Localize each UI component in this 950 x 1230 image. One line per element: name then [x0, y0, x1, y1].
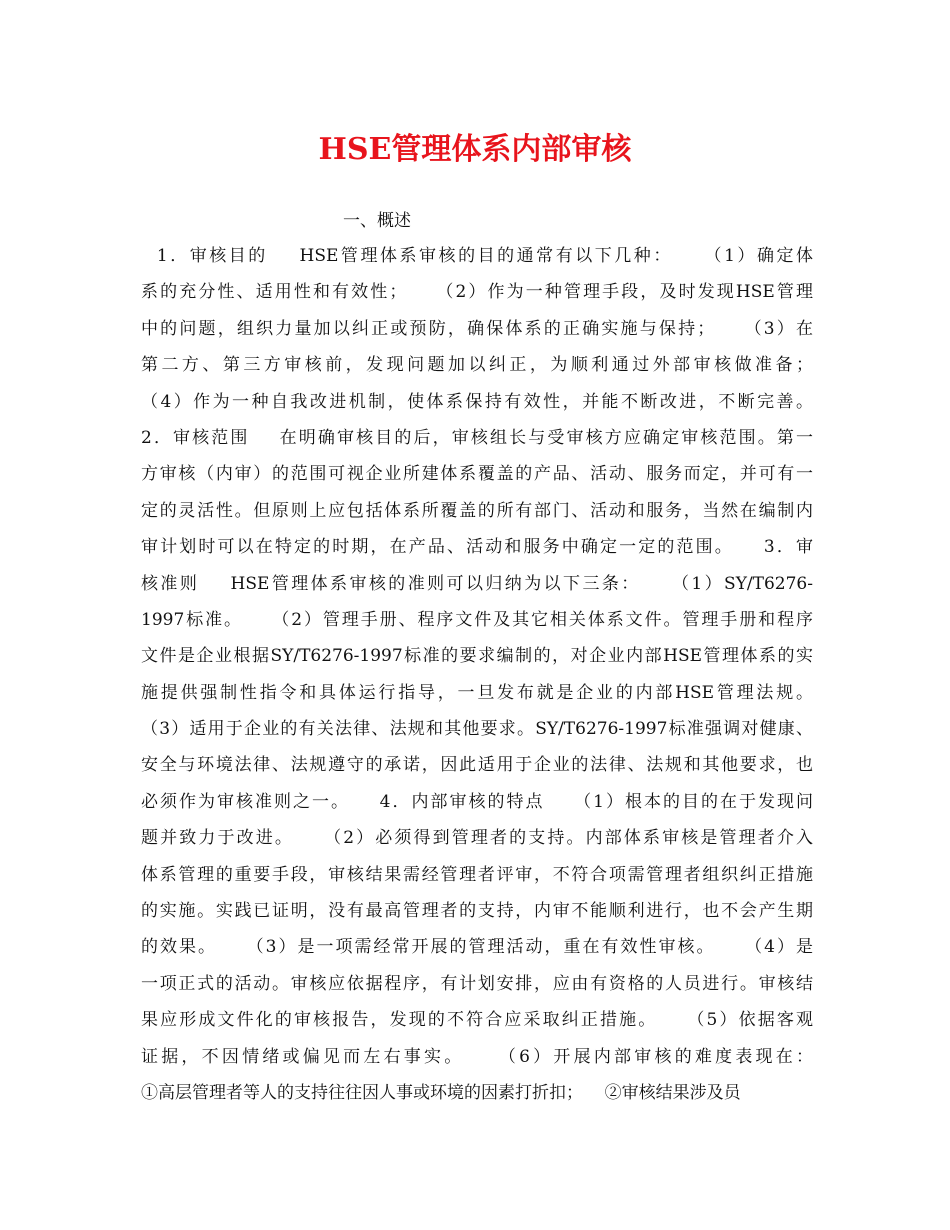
text-line: （4）作为一种自我改进机制，使体系保持有效性，并能不断改进，不断完善。: [141, 391, 813, 412]
text-line: 施提供强制性指令和具体运行指导，一旦发布就是企业的内部HSE管理法规。: [141, 682, 813, 703]
body-text: [141, 238, 813, 1111]
text-line: 必须作为审核准则之一。 4．内部审核的特点 （1）根本的目的在于发现问: [141, 791, 813, 812]
text-line: 2．审核范围 在明确审核目的后，审核组长与受审核方应确定审核范围。第一: [141, 427, 813, 448]
document-title: HSE管理体系内部审核: [318, 132, 632, 167]
text-line: 题并致力于改进。 （2）必须得到管理者的支持。内部体系审核是管理者介入: [141, 828, 813, 849]
text-line: 定的灵活性。但原则上应包括体系所覆盖的所有部门、活动和服务，当然在编制内: [141, 500, 813, 521]
text-line: 的实施。实践已证明，没有最高管理者的支持，内审不能顺利进行，也不会产生期: [141, 901, 813, 922]
text-line: 方审核（内审）的范围可视企业所建体系覆盖的产品、活动、服务而定，并可有一: [141, 464, 813, 485]
text-line: 果应形成文件化的审核报告，发现的不符合应采取纠正措施。 （5）依据客观: [141, 1010, 813, 1031]
text-line: （3）适用于企业的有关法律、法规和其他要求。SY/T6276-1997标准强调对健康、: [141, 719, 813, 740]
text-line: 第二方、第三方审核前，发现问题加以纠正，为顺利通过外部审核做准备；: [141, 355, 813, 376]
text-line: 1．审核目的 HSE管理体系审核的目的通常有以下几种： （1）确定体: [141, 246, 813, 266]
text-line: 一项正式的活动。审核应依据程序，有计划安排，应由有资格的人员进行。审核结: [141, 973, 813, 994]
text-line: 1997标准。 （2）管理手册、程序文件及其它相关体系文件。管理手册和程序: [141, 609, 813, 630]
text-line: 系的充分性、适用性和有效性； （2）作为一种管理手段，及时发现HSE管理: [141, 282, 813, 303]
text-line: 文件是企业根据SY/T6276-1997标准的要求编制的，对企业内部HSE管理体系的实: [141, 646, 813, 667]
text-line: ①高层管理者等人的支持往往因人事或环境的因素打折扣； ②审核结果涉及员: [141, 1082, 741, 1103]
text-line: 审计划时可以在特定的时期，在产品、活动和服务中确定一定的范围。 3．审: [141, 537, 813, 558]
text-line: 核准则 HSE管理体系审核的准则可以归纳为以下三条： （1）SY/T6276-: [141, 573, 813, 594]
text-line: 安全与环境法律、法规遵守的承诺，因此适用于企业的法律、法规和其他要求，也: [141, 755, 813, 776]
text-line: 体系管理的重要手段，审核结果需经管理者评审，不符合项需管理者组织纠正措施: [141, 864, 813, 885]
section-heading: 一、概述: [343, 211, 411, 231]
text-line: 证据，不因情绪或偏见而左右事实。 （6）开展内部审核的难度表现在：: [141, 1046, 813, 1067]
text-line: 中的问题，组织力量加以纠正或预防，确保体系的正确实施与保持； （3）在: [141, 318, 813, 339]
text-line: 的效果。 （3）是一项需经常开展的管理活动，重在有效性审核。 （4）是: [141, 937, 813, 958]
